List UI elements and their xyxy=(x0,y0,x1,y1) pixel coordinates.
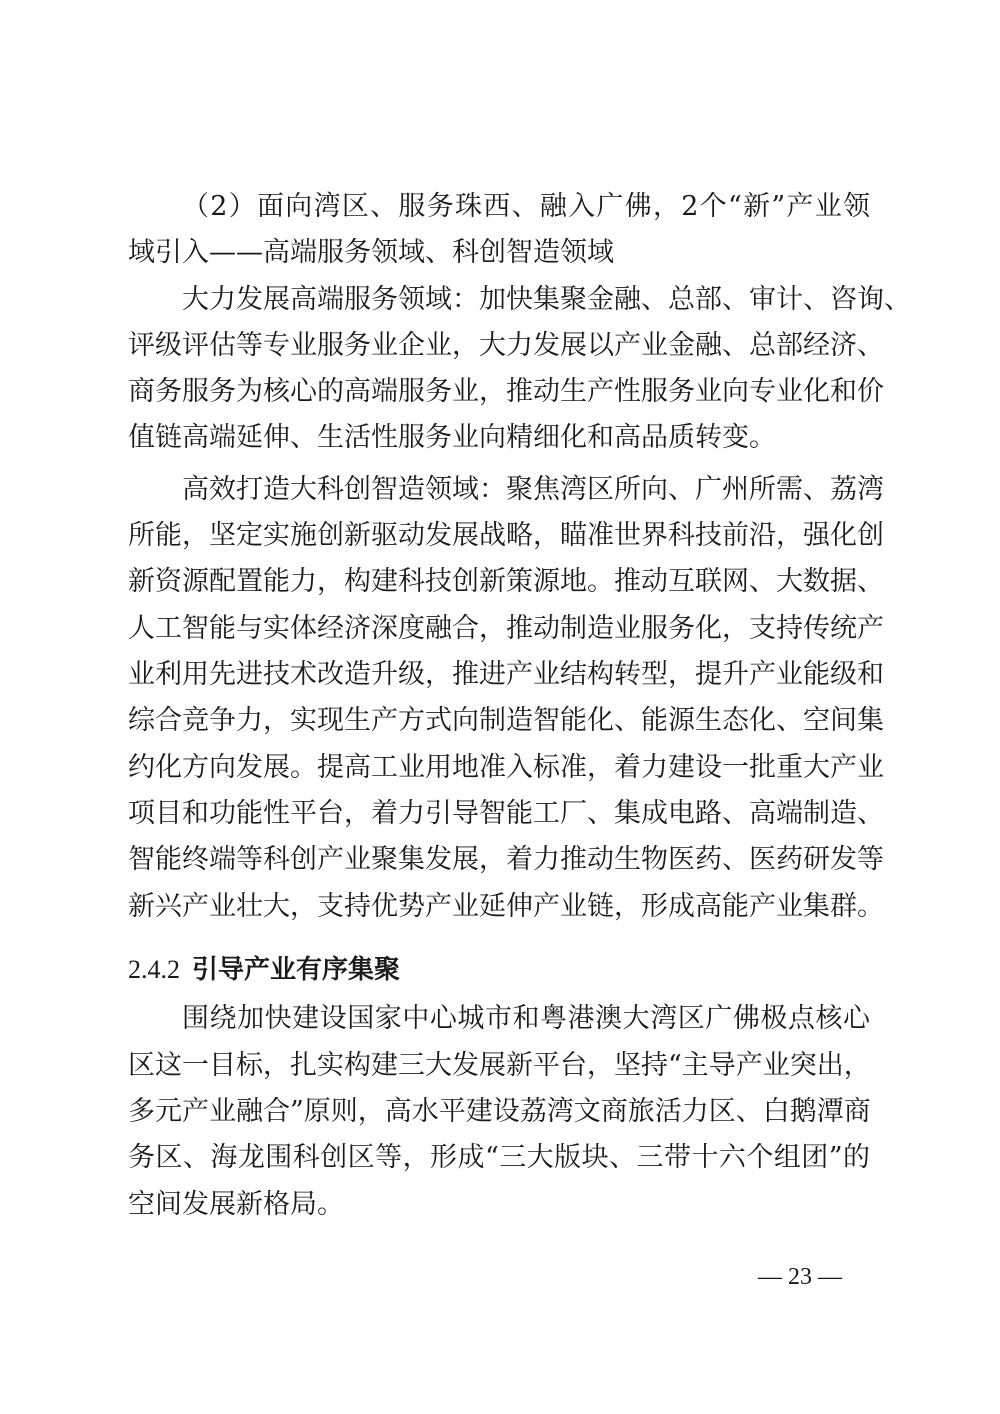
paragraph-2-line-7: 约化方向发展。提高工业用地准入标准，着力建设一批重大产业 xyxy=(128,752,884,783)
section-title-line-2: 域引入——高端服务领域、科创智造领域 xyxy=(128,237,614,268)
paragraph-2-line-9: 智能终端等科创产业聚集发展，着力推动生物医药、医药研发等 xyxy=(128,844,884,875)
heading-number: 2.4.2 xyxy=(128,955,180,984)
section-title-line-1: （2）面向湾区、服务珠西、融入广佛，2个“新”产业领 xyxy=(182,191,870,222)
paragraph-2-line-10: 新兴产业壮大，支持优势产业延伸产业链，形成高能产业集群。 xyxy=(128,891,884,922)
paragraph-1-line-1: 大力发展高端服务领域：加快集聚金融、总部、审计、咨询、 xyxy=(182,284,911,315)
paragraph-1-line-3: 商务服务为核心的高端服务业，推动生产性服务业向专业化和价 xyxy=(128,376,884,407)
paragraph-3-line-2: 区这一目标，扎实构建三大发展新平台，坚持“主导产业突出， xyxy=(128,1050,871,1081)
paragraph-3-line-1: 围绕加快建设国家中心城市和粤港澳大湾区广佛极点核心 xyxy=(182,1003,870,1034)
paragraph-2-line-3: 新资源配置能力，构建科技创新策源地。推动互联网、大数据、 xyxy=(128,566,884,597)
paragraph-2-line-6: 综合竞争力，实现生产方式向制造智能化、能源生态化、空间集 xyxy=(128,705,884,736)
paragraph-2-line-1: 高效打造大科创智造领域：聚焦湾区所向、广州所需、荔湾 xyxy=(182,474,884,505)
heading-text: 引导产业有序集聚 xyxy=(192,955,401,985)
section-heading xyxy=(128,950,400,990)
paragraph-2-line-5: 业利用先进技术改造升级，推进产业结构转型，提升产业能级和 xyxy=(128,659,884,690)
paragraph-1-line-2: 评级评估等专业服务业企业，大力发展以产业金融、总部经济、 xyxy=(128,330,884,361)
paragraph-2-line-2: 所能，坚定实施创新驱动发展战略，瞄准世界科技前沿，强化创 xyxy=(128,520,884,551)
paragraph-1-line-4: 值链高端延伸、生活性服务业向精细化和高品质转变。 xyxy=(128,422,776,453)
paragraph-3-line-3: 多元产业融合”原则，高水平建设荔湾文商旅活力区、白鹅潭商 xyxy=(128,1096,871,1127)
paragraph-3-line-5: 空间发展新格局。 xyxy=(128,1189,344,1220)
page-number: — 23 — xyxy=(758,1264,842,1290)
paragraph-2-line-8: 项目和功能性平台，着力引导智能工厂、集成电路、高端制造、 xyxy=(128,798,884,829)
paragraph-2-line-4: 人工智能与实体经济深度融合，推动制造业服务化，支持传统产 xyxy=(128,613,884,644)
paragraph-3-line-4: 务区、海龙围科创区等，形成“三大版块、三带十六个组团”的 xyxy=(128,1142,870,1173)
